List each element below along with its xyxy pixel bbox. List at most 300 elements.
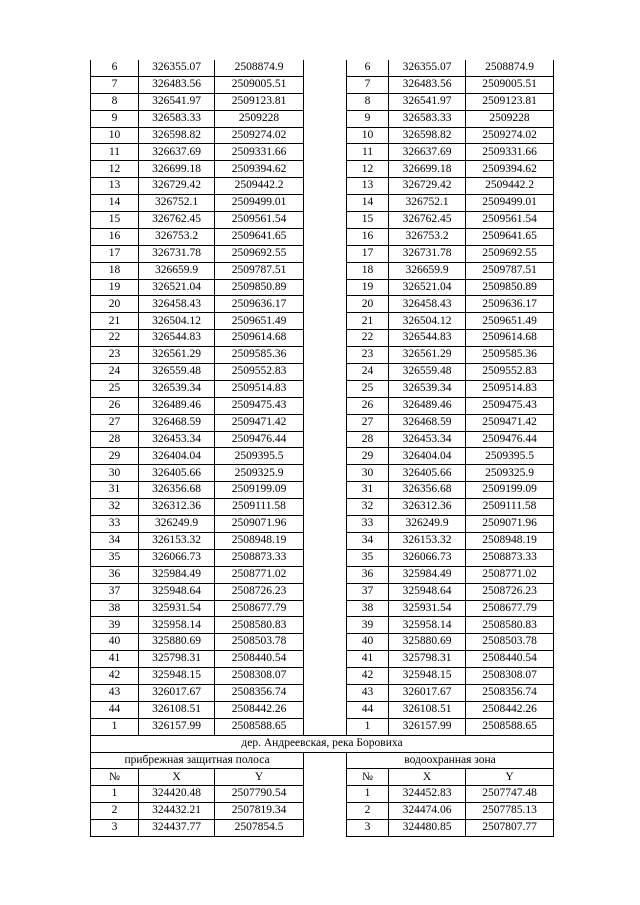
left-point-number-cell: 25	[91, 380, 139, 397]
right-x-coordinate-cell: 325948.64	[389, 583, 466, 600]
right-x-coordinate-cell: 326541.97	[389, 93, 466, 110]
left-y-coordinate-cell: 2508873.33	[215, 549, 304, 566]
column-gap	[304, 769, 347, 786]
right-y-coordinate-cell: 2509514.83	[466, 380, 554, 397]
left-y-coordinate-cell: 2509499.01	[215, 195, 304, 212]
right-point-number-cell: 15	[347, 212, 389, 229]
right-y-coordinate-cell: 2509787.51	[466, 262, 554, 279]
left-x-coordinate-cell: 326453.34	[139, 431, 215, 448]
left-x-coordinate-cell: 325948.64	[139, 583, 215, 600]
left-x-coordinate-cell: 326699.18	[139, 161, 215, 178]
left-x-coordinate-cell: 326355.07	[139, 60, 215, 76]
right-x-coordinate-cell: 326355.07	[389, 60, 466, 76]
left-point-number-cell: 44	[91, 701, 139, 718]
left-x-coordinate-cell: 325931.54	[139, 600, 215, 617]
left-x-coordinate-cell: 326541.97	[139, 93, 215, 110]
table-row	[91, 465, 554, 482]
left-y-coordinate-cell: 2509475.43	[215, 397, 304, 414]
left-y-coordinate-cell: 2508580.83	[215, 617, 304, 634]
right-point-number-cell: 29	[347, 448, 389, 465]
left-x-coordinate-cell: 326659.9	[139, 262, 215, 279]
right-x-coordinate-cell: 325931.54	[389, 600, 466, 617]
section-title: дер. Андреевская, река Боровиха	[91, 735, 554, 752]
left-x-coordinate-cell: 325948.15	[139, 668, 215, 685]
right-x-coordinate-cell: 326356.68	[389, 482, 466, 499]
column-gap	[304, 313, 347, 330]
left-point-number-cell: 17	[91, 245, 139, 262]
right-y-coordinate-cell: 2507785.13	[466, 803, 554, 820]
left-x-coordinate-cell: 326637.69	[139, 144, 215, 161]
table-row	[91, 701, 554, 718]
column-gap	[304, 161, 347, 178]
table-row	[91, 414, 554, 431]
right-x-coordinate-cell: 326453.34	[389, 431, 466, 448]
left-point-number-cell: 19	[91, 279, 139, 296]
table-row	[91, 549, 554, 566]
table-row	[91, 212, 554, 229]
right-y-coordinate-cell: 2508588.65	[466, 718, 554, 735]
column-gap	[304, 347, 347, 364]
left-point-number-cell: 31	[91, 482, 139, 499]
right-x-coordinate-cell: 326637.69	[389, 144, 466, 161]
left-y-coordinate-cell: 2509787.51	[215, 262, 304, 279]
right-x-coordinate-cell: 326731.78	[389, 245, 466, 262]
column-gap	[304, 245, 347, 262]
right-x-coordinate-cell: 326468.59	[389, 414, 466, 431]
right-y-coordinate-cell: 2508677.79	[466, 600, 554, 617]
column-gap	[304, 364, 347, 381]
column-gap	[304, 93, 347, 110]
right-point-number-cell: 26	[347, 397, 389, 414]
column-gap	[304, 431, 347, 448]
left-y-coordinate-cell: 2509228	[215, 110, 304, 127]
table-row	[91, 566, 554, 583]
table-row	[91, 668, 554, 685]
table-row	[91, 279, 554, 296]
column-gap	[304, 127, 347, 144]
left-point-number-cell: 9	[91, 110, 139, 127]
right-point-number-cell: 24	[347, 364, 389, 381]
right-y-coordinate-cell: 2507747.48	[466, 786, 554, 803]
left-point-number-cell: 14	[91, 195, 139, 212]
left-point-number-cell: 42	[91, 668, 139, 685]
right-y-coordinate-cell: 2508356.74	[466, 684, 554, 701]
left-x-coordinate-cell: 326404.04	[139, 448, 215, 465]
column-gap	[304, 465, 347, 482]
column-gap	[304, 76, 347, 93]
left-point-number-cell: 29	[91, 448, 139, 465]
right-point-number-cell: 37	[347, 583, 389, 600]
left-x-coordinate-cell: 324420.48	[139, 786, 215, 803]
left-point-number-cell: 38	[91, 600, 139, 617]
left-x-coordinate-cell: 326489.46	[139, 397, 215, 414]
right-x-coordinate-cell: 326598.82	[389, 127, 466, 144]
left-x-coordinate-cell: 326583.33	[139, 110, 215, 127]
left-y-coordinate-cell: 2509514.83	[215, 380, 304, 397]
right-y-coordinate-cell: 2509585.36	[466, 347, 554, 364]
right-y-coordinate-cell: 2509692.55	[466, 245, 554, 262]
left-y-coordinate-cell: 2508726.23	[215, 583, 304, 600]
right-point-number-cell: 13	[347, 178, 389, 195]
column-gap	[304, 532, 347, 549]
left-point-number-cell: 3	[91, 820, 139, 837]
left-point-number-cell: 20	[91, 296, 139, 313]
right-point-number-cell: 25	[347, 380, 389, 397]
column-gap	[304, 228, 347, 245]
right-y-coordinate-cell: 2508874.9	[466, 60, 554, 76]
right-point-number-cell: 44	[347, 701, 389, 718]
column-gap	[304, 684, 347, 701]
table-row	[91, 127, 554, 144]
right-point-number-cell: 39	[347, 617, 389, 634]
left-y-coordinate-cell: 2509331.66	[215, 144, 304, 161]
right-x-coordinate-cell: 326583.33	[389, 110, 466, 127]
right-y-coordinate-cell: 2509071.96	[466, 516, 554, 533]
left-x-coordinate-cell: 326108.51	[139, 701, 215, 718]
table-row	[91, 600, 554, 617]
table-row	[91, 516, 554, 533]
table-row	[91, 330, 554, 347]
left-point-number-cell: 30	[91, 465, 139, 482]
left-subtitle: прибрежная защитная полоса	[91, 752, 304, 769]
left-header-number: №	[91, 769, 139, 786]
right-x-coordinate-cell: 326752.1	[389, 195, 466, 212]
right-y-coordinate-cell: 2509471.42	[466, 414, 554, 431]
left-x-coordinate-cell: 325958.14	[139, 617, 215, 634]
right-x-coordinate-cell: 326249.9	[389, 516, 466, 533]
right-header-y: Y	[466, 769, 554, 786]
right-x-coordinate-cell: 325880.69	[389, 634, 466, 651]
right-y-coordinate-cell: 2509005.51	[466, 76, 554, 93]
right-x-coordinate-cell: 326762.45	[389, 212, 466, 229]
right-point-number-cell: 33	[347, 516, 389, 533]
right-x-coordinate-cell: 326017.67	[389, 684, 466, 701]
table-row	[91, 262, 554, 279]
left-y-coordinate-cell: 2509005.51	[215, 76, 304, 93]
column-gap	[304, 803, 347, 820]
right-y-coordinate-cell: 2509651.49	[466, 313, 554, 330]
right-point-number-cell: 12	[347, 161, 389, 178]
right-y-coordinate-cell: 2509123.81	[466, 93, 554, 110]
left-x-coordinate-cell: 326729.42	[139, 178, 215, 195]
right-point-number-cell: 1	[347, 718, 389, 735]
column-gap	[304, 499, 347, 516]
left-point-number-cell: 7	[91, 76, 139, 93]
right-point-number-cell: 3	[347, 820, 389, 837]
left-y-coordinate-cell: 2507819.34	[215, 803, 304, 820]
right-subtitle: водоохранная зона	[347, 752, 554, 769]
right-x-coordinate-cell: 326539.34	[389, 380, 466, 397]
right-x-coordinate-cell: 326153.32	[389, 532, 466, 549]
right-point-number-cell: 22	[347, 330, 389, 347]
right-point-number-cell: 43	[347, 684, 389, 701]
table-row	[91, 296, 554, 313]
left-x-coordinate-cell: 326249.9	[139, 516, 215, 533]
right-y-coordinate-cell: 2509199.09	[466, 482, 554, 499]
right-y-coordinate-cell: 2508771.02	[466, 566, 554, 583]
right-y-coordinate-cell: 2508442.26	[466, 701, 554, 718]
table-row	[91, 634, 554, 651]
right-point-number-cell: 21	[347, 313, 389, 330]
right-x-coordinate-cell: 325958.14	[389, 617, 466, 634]
right-y-coordinate-cell: 2508580.83	[466, 617, 554, 634]
left-x-coordinate-cell: 326521.04	[139, 279, 215, 296]
left-y-coordinate-cell: 2508588.65	[215, 718, 304, 735]
right-x-coordinate-cell: 326559.48	[389, 364, 466, 381]
column-gap	[304, 60, 347, 76]
left-x-coordinate-cell: 326752.1	[139, 195, 215, 212]
left-point-number-cell: 32	[91, 499, 139, 516]
left-point-number-cell: 18	[91, 262, 139, 279]
right-point-number-cell: 40	[347, 634, 389, 651]
right-y-coordinate-cell: 2509499.01	[466, 195, 554, 212]
left-point-number-cell: 1	[91, 786, 139, 803]
column-gap	[304, 279, 347, 296]
right-x-coordinate-cell: 326108.51	[389, 701, 466, 718]
right-y-coordinate-cell: 2509325.9	[466, 465, 554, 482]
left-point-number-cell: 40	[91, 634, 139, 651]
table-row	[91, 364, 554, 381]
column-gap	[304, 701, 347, 718]
right-header-number: №	[347, 769, 389, 786]
left-y-coordinate-cell: 2509561.54	[215, 212, 304, 229]
left-y-coordinate-cell: 2509641.65	[215, 228, 304, 245]
right-y-coordinate-cell: 2509850.89	[466, 279, 554, 296]
right-y-coordinate-cell: 2509228	[466, 110, 554, 127]
right-point-number-cell: 34	[347, 532, 389, 549]
right-y-coordinate-cell: 2509641.65	[466, 228, 554, 245]
left-y-coordinate-cell: 2508948.19	[215, 532, 304, 549]
coordinates-sheet	[90, 60, 553, 837]
column-gap	[304, 296, 347, 313]
left-y-coordinate-cell: 2508308.07	[215, 668, 304, 685]
left-y-coordinate-cell: 2508874.9	[215, 60, 304, 76]
left-point-number-cell: 43	[91, 684, 139, 701]
left-point-number-cell: 35	[91, 549, 139, 566]
right-point-number-cell: 35	[347, 549, 389, 566]
right-y-coordinate-cell: 2508440.54	[466, 651, 554, 668]
left-point-number-cell: 28	[91, 431, 139, 448]
right-x-coordinate-cell: 326729.42	[389, 178, 466, 195]
left-point-number-cell: 12	[91, 161, 139, 178]
left-x-coordinate-cell: 326405.66	[139, 465, 215, 482]
left-x-coordinate-cell: 326017.67	[139, 684, 215, 701]
right-point-number-cell: 19	[347, 279, 389, 296]
left-x-coordinate-cell: 326458.43	[139, 296, 215, 313]
left-x-coordinate-cell: 326731.78	[139, 245, 215, 262]
right-point-number-cell: 16	[347, 228, 389, 245]
right-y-coordinate-cell: 2507807.77	[466, 820, 554, 837]
left-x-coordinate-cell: 324437.77	[139, 820, 215, 837]
left-x-coordinate-cell: 326468.59	[139, 414, 215, 431]
table-row	[91, 195, 554, 212]
table-row	[91, 161, 554, 178]
table-row	[91, 431, 554, 448]
right-point-number-cell: 1	[347, 786, 389, 803]
left-x-coordinate-cell: 326504.12	[139, 313, 215, 330]
left-x-coordinate-cell: 326356.68	[139, 482, 215, 499]
left-point-number-cell: 10	[91, 127, 139, 144]
right-y-coordinate-cell: 2509475.43	[466, 397, 554, 414]
left-point-number-cell: 37	[91, 583, 139, 600]
left-y-coordinate-cell: 2509552.83	[215, 364, 304, 381]
right-point-number-cell: 10	[347, 127, 389, 144]
left-point-number-cell: 27	[91, 414, 139, 431]
left-point-number-cell: 8	[91, 93, 139, 110]
left-point-number-cell: 6	[91, 60, 139, 76]
table-row	[91, 313, 554, 330]
right-point-number-cell: 38	[347, 600, 389, 617]
right-x-coordinate-cell: 326458.43	[389, 296, 466, 313]
left-y-coordinate-cell: 2509394.62	[215, 161, 304, 178]
table-row	[91, 397, 554, 414]
column-gap	[304, 786, 347, 803]
left-y-coordinate-cell: 2509585.36	[215, 347, 304, 364]
table-row	[91, 482, 554, 499]
left-x-coordinate-cell: 325984.49	[139, 566, 215, 583]
right-point-number-cell: 42	[347, 668, 389, 685]
left-point-number-cell: 34	[91, 532, 139, 549]
right-point-number-cell: 30	[347, 465, 389, 482]
table-row	[91, 448, 554, 465]
right-point-number-cell: 23	[347, 347, 389, 364]
table-row	[91, 532, 554, 549]
right-y-coordinate-cell: 2508503.78	[466, 634, 554, 651]
table-row	[91, 60, 554, 76]
column-gap	[304, 617, 347, 634]
left-y-coordinate-cell: 2509850.89	[215, 279, 304, 296]
right-point-number-cell: 28	[347, 431, 389, 448]
table-row	[91, 380, 554, 397]
right-x-coordinate-cell: 326504.12	[389, 313, 466, 330]
right-x-coordinate-cell: 326699.18	[389, 161, 466, 178]
right-y-coordinate-cell: 2508308.07	[466, 668, 554, 685]
table-row	[91, 820, 554, 837]
left-x-coordinate-cell: 326753.2	[139, 228, 215, 245]
right-y-coordinate-cell: 2509561.54	[466, 212, 554, 229]
table-row	[91, 583, 554, 600]
left-x-coordinate-cell: 326066.73	[139, 549, 215, 566]
table-row	[91, 93, 554, 110]
table-row	[91, 110, 554, 127]
left-y-coordinate-cell: 2509395.5	[215, 448, 304, 465]
left-x-coordinate-cell: 326544.83	[139, 330, 215, 347]
column-gap	[304, 752, 347, 769]
left-point-number-cell: 33	[91, 516, 139, 533]
right-x-coordinate-cell: 325984.49	[389, 566, 466, 583]
right-x-coordinate-cell: 324480.85	[389, 820, 466, 837]
right-point-number-cell: 20	[347, 296, 389, 313]
left-x-coordinate-cell: 326153.32	[139, 532, 215, 549]
left-y-coordinate-cell: 2509614.68	[215, 330, 304, 347]
right-point-number-cell: 36	[347, 566, 389, 583]
right-x-coordinate-cell: 326157.99	[389, 718, 466, 735]
left-point-number-cell: 22	[91, 330, 139, 347]
left-y-coordinate-cell: 2509471.42	[215, 414, 304, 431]
left-point-number-cell: 13	[91, 178, 139, 195]
right-y-coordinate-cell: 2509552.83	[466, 364, 554, 381]
coordinates-table	[90, 60, 554, 837]
right-point-number-cell: 14	[347, 195, 389, 212]
right-x-coordinate-cell: 326521.04	[389, 279, 466, 296]
left-x-coordinate-cell: 326157.99	[139, 718, 215, 735]
left-point-number-cell: 41	[91, 651, 139, 668]
left-point-number-cell: 16	[91, 228, 139, 245]
column-gap	[304, 380, 347, 397]
right-point-number-cell: 7	[347, 76, 389, 93]
left-y-coordinate-cell: 2509071.96	[215, 516, 304, 533]
table-row	[91, 617, 554, 634]
right-y-coordinate-cell: 2508873.33	[466, 549, 554, 566]
right-x-coordinate-cell: 324452.83	[389, 786, 466, 803]
right-y-coordinate-cell: 2509394.62	[466, 161, 554, 178]
column-gap	[304, 397, 347, 414]
right-header-x: X	[389, 769, 466, 786]
right-y-coordinate-cell: 2509636.17	[466, 296, 554, 313]
right-y-coordinate-cell: 2508726.23	[466, 583, 554, 600]
right-point-number-cell: 9	[347, 110, 389, 127]
table-row	[91, 718, 554, 735]
subtitle-row	[91, 752, 554, 769]
right-x-coordinate-cell: 326659.9	[389, 262, 466, 279]
right-x-coordinate-cell: 326405.66	[389, 465, 466, 482]
table-row	[91, 144, 554, 161]
column-gap	[304, 448, 347, 465]
right-y-coordinate-cell: 2509331.66	[466, 144, 554, 161]
right-x-coordinate-cell: 326312.36	[389, 499, 466, 516]
column-gap	[304, 212, 347, 229]
right-x-coordinate-cell: 325798.31	[389, 651, 466, 668]
column-gap	[304, 110, 347, 127]
left-y-coordinate-cell: 2509111.58	[215, 499, 304, 516]
table-row	[91, 76, 554, 93]
right-y-coordinate-cell: 2509395.5	[466, 448, 554, 465]
right-point-number-cell: 27	[347, 414, 389, 431]
right-point-number-cell: 41	[347, 651, 389, 668]
table-row	[91, 651, 554, 668]
right-y-coordinate-cell: 2508948.19	[466, 532, 554, 549]
column-gap	[304, 566, 347, 583]
left-x-coordinate-cell: 326762.45	[139, 212, 215, 229]
column-gap	[304, 668, 347, 685]
table-row	[91, 786, 554, 803]
left-point-number-cell: 26	[91, 397, 139, 414]
column-gap	[304, 600, 347, 617]
column-gap	[304, 583, 347, 600]
left-y-coordinate-cell: 2509692.55	[215, 245, 304, 262]
table-row	[91, 803, 554, 820]
right-x-coordinate-cell: 326483.56	[389, 76, 466, 93]
left-y-coordinate-cell: 2508440.54	[215, 651, 304, 668]
left-y-coordinate-cell: 2509636.17	[215, 296, 304, 313]
column-gap	[304, 549, 347, 566]
table-row	[91, 178, 554, 195]
left-y-coordinate-cell: 2509199.09	[215, 482, 304, 499]
right-x-coordinate-cell: 324474.06	[389, 803, 466, 820]
table-row	[91, 684, 554, 701]
left-y-coordinate-cell: 2508771.02	[215, 566, 304, 583]
right-point-number-cell: 17	[347, 245, 389, 262]
section-title-row	[91, 735, 554, 752]
left-point-number-cell: 1	[91, 718, 139, 735]
column-gap	[304, 178, 347, 195]
column-gap	[304, 651, 347, 668]
left-point-number-cell: 21	[91, 313, 139, 330]
left-x-coordinate-cell: 325798.31	[139, 651, 215, 668]
left-header-x: X	[139, 769, 215, 786]
left-y-coordinate-cell: 2509442.2	[215, 178, 304, 195]
right-point-number-cell: 6	[347, 60, 389, 76]
